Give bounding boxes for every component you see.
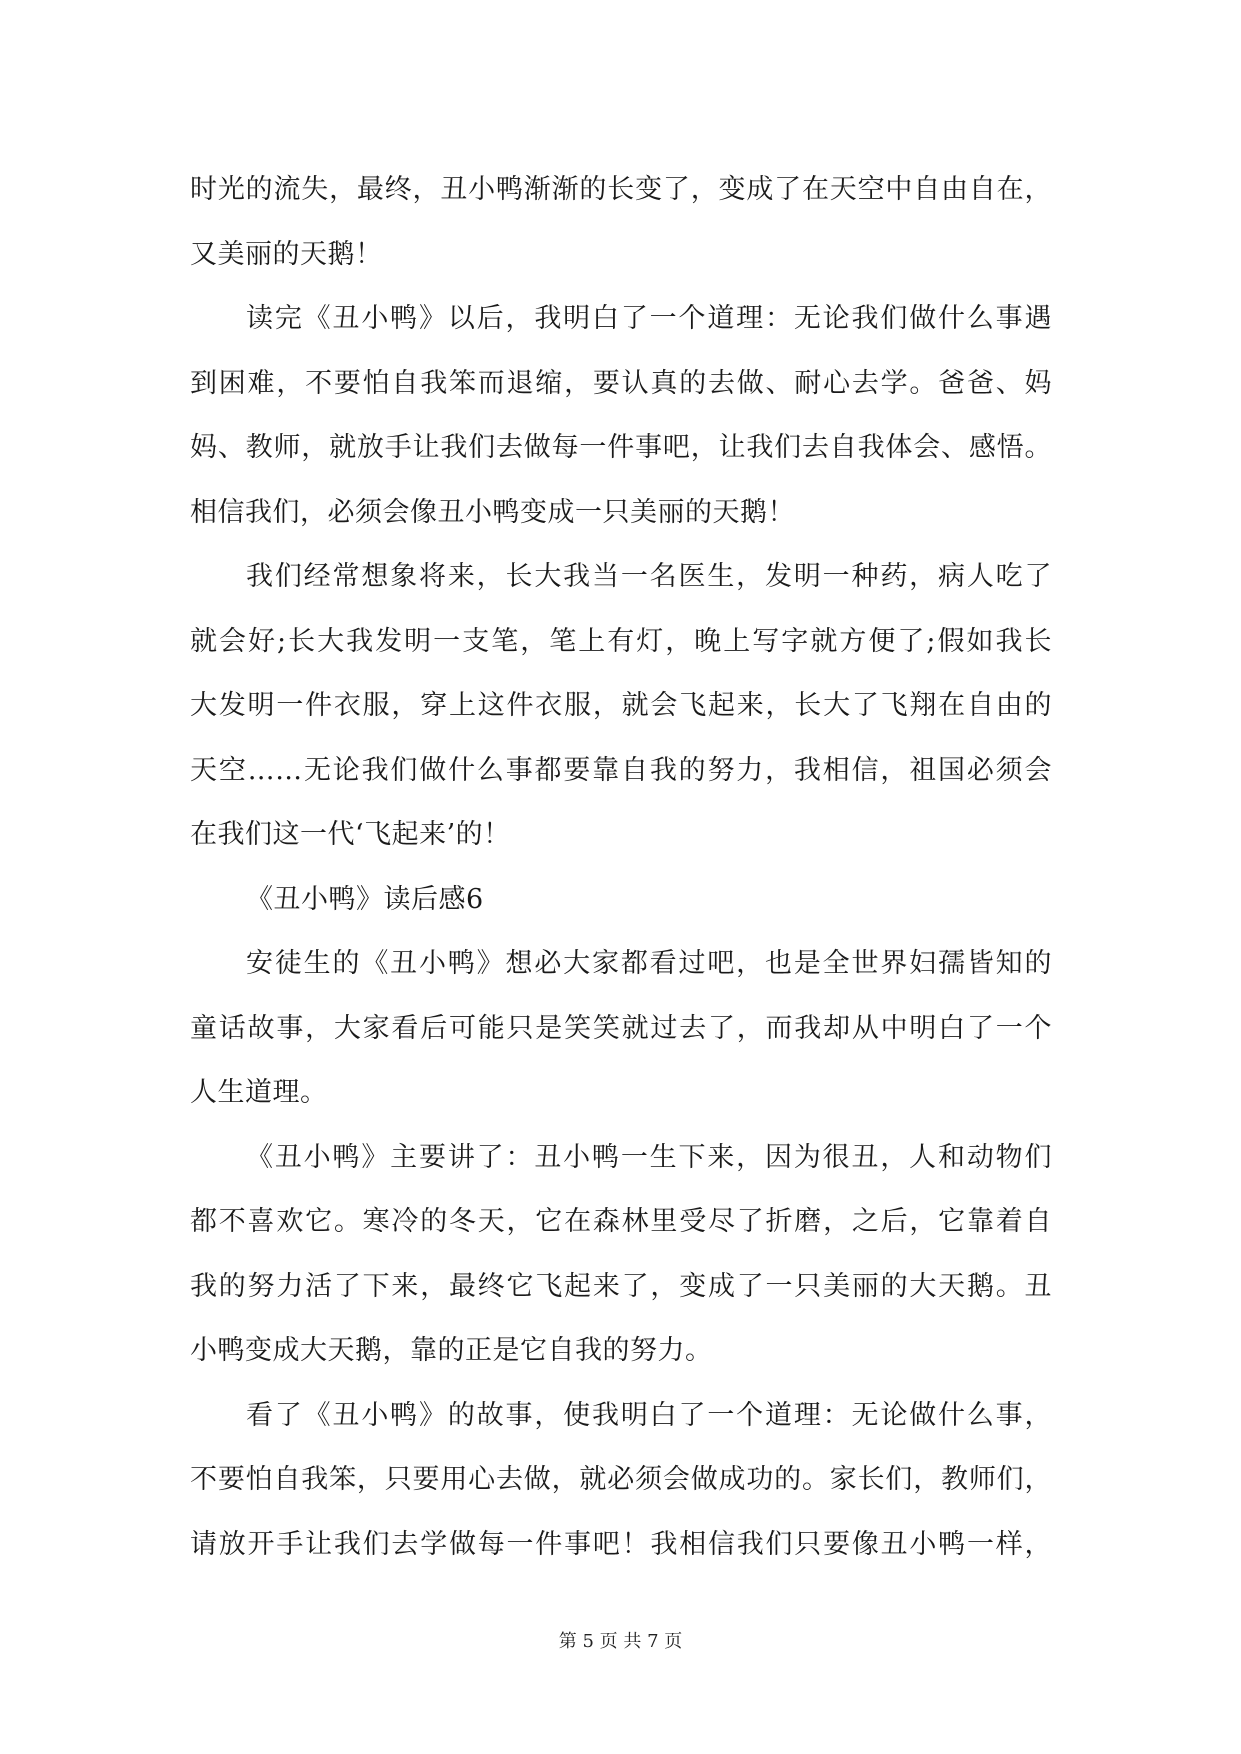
text-line: 时光的流失，最终，丑小鸭渐渐的长变了，变成了在天空中自由自在， [190,174,1052,205]
text-line: 到困难，不要怕自我笨而退缩，要认真的去做、耐心去学。爸爸、妈 [190,367,1052,399]
text-line: 大发明一件衣服，穿上这件衣服，就会飞起来，长大了飞翔在自由的 [190,690,1052,721]
text-line: 在我们这一代‘飞起来’的！ [190,819,511,850]
text-line: 小鸭变成大天鹅，靠的正是它自我的努力。 [190,1335,713,1366]
text-line: 看了《丑小鸭》的故事，使我明白了一个道理：无论做什么事， [246,1399,1052,1431]
text-line: 人生道理。 [190,1077,328,1108]
text-line: 安徒生的《丑小鸭》想必大家都看过吧，也是全世界妇孺皆知的 [246,948,1052,979]
section-heading: 《丑小鸭》读后感6 [246,883,484,915]
text-line: 我的努力活了下来，最终它飞起来了，变成了一只美丽的大天鹅。丑 [190,1270,1052,1302]
text-line: 读完《丑小鸭》以后，我明白了一个道理：无论我们做什么事遇 [246,303,1052,334]
page-footer: 第 5 页 共 7 页 [558,1631,683,1652]
text-line: 天空……无论我们做什么事都要靠自我的努力，我相信，祖国必须会 [190,754,1052,786]
text-line: 请放开手让我们去学做每一件事吧！我相信我们只要像丑小鸭一样， [190,1528,1052,1560]
text-line: 不要怕自我笨，只要用心去做，就必须会做成功的。家长们，教师们， [190,1464,1052,1495]
text-line: 我们经常想象将来，长大我当一名医生，发明一种药，病人吃了 [246,561,1052,592]
text-line: 妈、教师，就放手让我们去做每一件事吧，让我们去自我体会、感悟。 [190,432,1052,463]
text-line: 又美丽的天鹅！ [190,238,383,270]
body-text [190,158,1052,1577]
text-line: 童话故事，大家看后可能只是笑笑就过去了，而我却从中明白了一个 [190,1012,1052,1044]
text-line: 就会好;长大我发明一支笔，笔上有灯，晚上写字就方便了;假如我长 [190,625,1052,657]
text-line: 都不喜欢它。寒冷的冬天，它在森林里受尽了折磨，之后，它靠着自 [190,1206,1052,1237]
text-line: 相信我们，必须会像丑小鸭变成一只美丽的天鹅！ [190,496,795,528]
text-line: 《丑小鸭》主要讲了：丑小鸭一生下来，因为很丑，人和动物们 [246,1141,1052,1173]
